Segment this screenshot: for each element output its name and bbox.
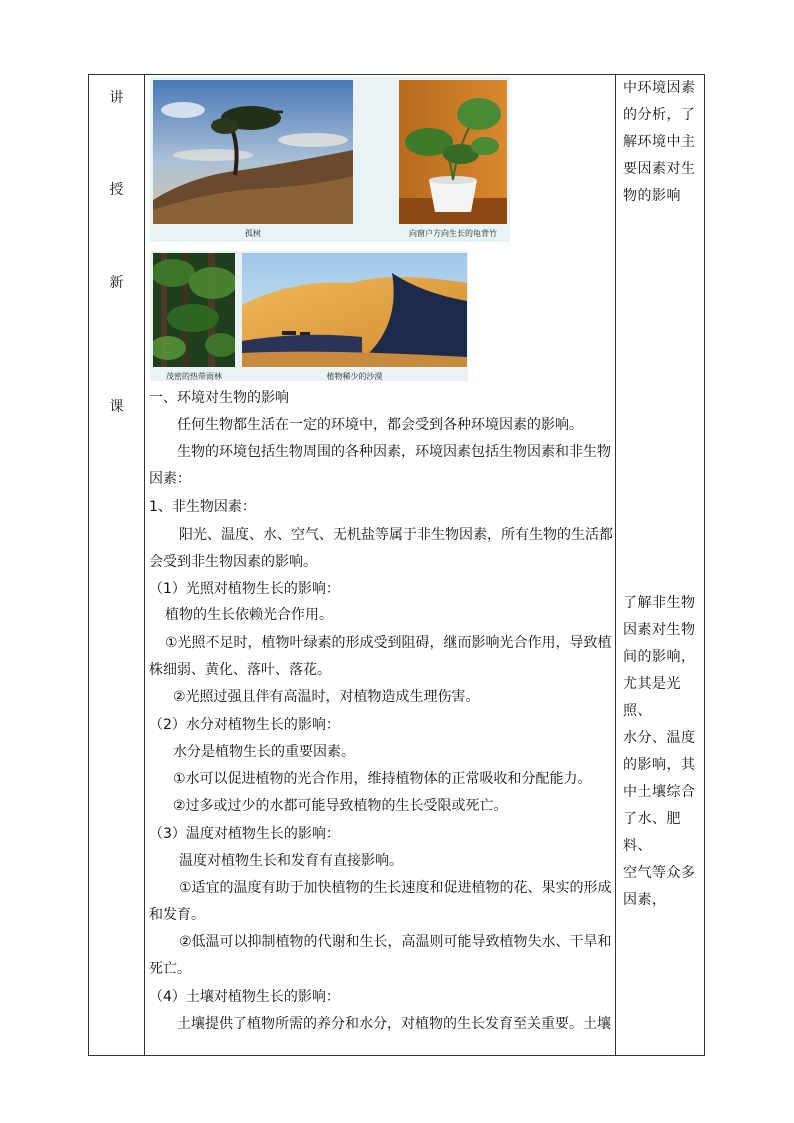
paragraph-line: 株细弱、黄化、落叶、落花。 bbox=[149, 662, 331, 678]
paragraph-line: ①水可以促进植物的光合作用，维持植物体的正常吸收和分配能力。 bbox=[173, 771, 592, 787]
section-heading: 一、环境对生物的影响 bbox=[149, 390, 289, 406]
paragraph-line: 任何生物都生活在一定的环境中，都会受到各种环境因素的影响。 bbox=[177, 417, 583, 433]
note-line: 中环境因素 bbox=[623, 80, 696, 96]
side-label-char: 授 bbox=[109, 182, 124, 198]
note-line: 的分析，了 bbox=[623, 107, 696, 123]
notes-column bbox=[616, 75, 704, 1055]
lesson-table bbox=[88, 74, 705, 1056]
paragraph-line: 死亡。 bbox=[149, 961, 191, 977]
subheading: 1、非生物因素： bbox=[149, 499, 256, 515]
image-caption: 植物稀少的沙漠 bbox=[326, 372, 383, 381]
note-line: 空气等众多 bbox=[623, 865, 696, 881]
note-line: 因素， bbox=[623, 892, 667, 908]
subheading: （4）土壤对植物生长的影响： bbox=[149, 989, 340, 1005]
note-line: 尤其是光照、 bbox=[623, 676, 681, 719]
paragraph-line: 阳光、温度、水、空气、无机盐等属于非生物因素，所有生物的生活都 bbox=[179, 527, 613, 543]
note-line: 因素对生物 bbox=[623, 622, 696, 638]
note-top bbox=[623, 75, 703, 210]
paragraph-line: 和发育。 bbox=[149, 907, 205, 923]
note-line: 了水、肥料、 bbox=[623, 811, 681, 854]
note-line: 解环境中主 bbox=[623, 134, 696, 150]
side-label-char: 新 bbox=[109, 275, 124, 291]
desert-photo bbox=[242, 253, 467, 367]
paragraph-line: ①光照不足时，植物叶绿素的形成受到阻碍，继而影响光合作用，导致植 bbox=[165, 635, 612, 651]
paragraph-line: 水分是植物生长的重要因素。 bbox=[173, 744, 355, 760]
paragraph-line: 因素： bbox=[149, 471, 191, 487]
note-middle bbox=[623, 590, 703, 914]
monstera-photo bbox=[399, 80, 507, 224]
paragraph-line: 会受到非生物因素的影响。 bbox=[149, 554, 317, 570]
subheading: （1）光照对植物生长的影响： bbox=[149, 581, 340, 597]
image-caption: 孤树 bbox=[245, 229, 261, 238]
image-caption: 茂密的热带雨林 bbox=[166, 372, 222, 381]
paragraph-line: ①适宜的温度有助于加快植物的生长速度和促进植物的花、果实的形成 bbox=[179, 880, 612, 896]
content-column bbox=[145, 75, 615, 1055]
note-line: 物的影响 bbox=[623, 188, 681, 204]
side-label-char: 讲 bbox=[109, 90, 124, 106]
note-line: 要因素对生 bbox=[623, 161, 696, 177]
lone-tree-photo bbox=[153, 80, 353, 224]
rainforest-photo bbox=[153, 253, 235, 367]
note-line: 的影响，其 bbox=[623, 757, 696, 773]
note-line: 了解非生物 bbox=[623, 595, 696, 611]
side-label-column bbox=[89, 75, 144, 1055]
paragraph-line: 土壤提供了植物所需的养分和水分，对植物的生长发育至关重要。土壤 bbox=[177, 1016, 611, 1032]
note-line: 间的影响， bbox=[623, 649, 696, 665]
note-line: 水分、温度 bbox=[623, 730, 696, 746]
image-caption: 向窗户方向生长的龟背竹 bbox=[409, 229, 497, 238]
paragraph-line: ②过多或过少的水都可能导致植物的生长受限或死亡。 bbox=[173, 798, 508, 814]
paragraph-line: ②低温可以抑制植物的代谢和生长，高温则可能导致植物失水、干旱和 bbox=[179, 934, 612, 950]
paragraph-line: 生物的环境包括生物周围的各种因素，环境因素包括生物因素和非生物 bbox=[177, 444, 611, 460]
side-label-char: 课 bbox=[109, 399, 124, 415]
subheading: （2）水分对植物生长的影响： bbox=[149, 717, 340, 733]
paragraph-line: 植物的生长依赖光合作用。 bbox=[165, 607, 333, 623]
paragraph-line: 温度对植物生长和发育有直接影响。 bbox=[179, 853, 403, 869]
subheading: （3）温度对植物生长的影响： bbox=[149, 826, 340, 842]
note-line: 中土壤综合 bbox=[623, 784, 696, 800]
paragraph-line: ②光照过强且伴有高温时，对植物造成生理伤害。 bbox=[173, 689, 480, 705]
